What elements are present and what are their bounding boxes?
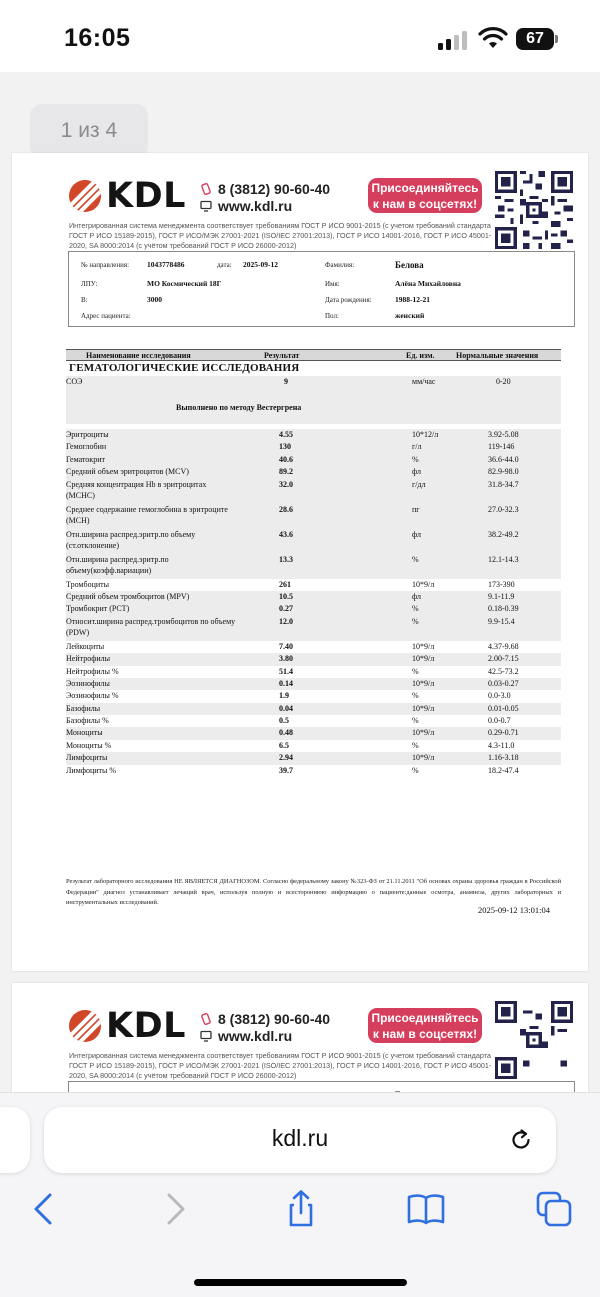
table-row [66,703,561,715]
name-label: Имя: [325,280,340,288]
promo-line-1: Присоединяйтесь [371,1011,479,1025]
result-value: 40.6 [279,454,293,464]
browser-bottom-bar [0,1092,600,1297]
result-norm: 42.5-73.2 [488,666,519,676]
result-value: 0.14 [279,678,293,688]
result-norm: 27.0-32.3 [488,504,519,514]
esr-unit: мм/час [412,377,436,386]
cellular-signal-icon [438,30,468,50]
result-unit: % [412,604,419,614]
result-norm: 2.00-7.15 [488,654,519,664]
result-unit: г/дл [412,479,426,489]
result-value: 89.2 [279,467,293,477]
result-unit: % [412,765,419,775]
table-row [66,715,561,727]
result-name: Эритроциты [66,430,109,439]
order-number-label: № направления: [81,261,130,269]
lpu-label: ЛПУ: [81,280,98,288]
result-value: 6.5 [279,740,289,750]
patient-info-box [68,251,575,327]
table-row [66,504,561,529]
table-row [66,429,561,441]
report-timestamp: 2025-09-12 13:01:04 [478,905,551,915]
certification-text: Интегрированная система менеджмента соответствует требованиям ГОСТ Р ИСО 9001-2015 (с учетом требований стандарта ГОСТ Р ИСО 15189-2015), ГОСТ Р ИСО/МЭК 27001-2021 (ISO/IEC 27001:2013), ГОСТ Р ИСО 14001-2016, ГОСТ Р ИСО 45001-2020, SA 8000:2014 (с учётом требований ГОСТ Р ИСО 26000-2012) [69,1051,492,1080]
method-note-text: Выполнено по методу Вестергрена [176,403,302,412]
result-name: Лейкоциты [66,641,105,651]
surname-label: Фамилия: [325,261,355,269]
table-row [66,641,561,653]
result-norm: 0.29-0.71 [488,728,519,738]
result-value: 0.27 [279,604,293,614]
phone-row [200,181,330,198]
result-unit: % [412,554,419,564]
header-result: Результат [264,351,300,360]
result-name: Средний объем эритроцитов (MCV) [66,467,189,477]
brand-name: KDL [106,176,186,216]
tabs-icon[interactable] [534,1189,574,1229]
qr-code [495,171,573,249]
result-norm: 0.0-0.7 [488,716,511,726]
v-label: В: [81,296,88,304]
table-row [66,690,561,702]
table-row [66,554,561,579]
forward-icon[interactable] [155,1189,195,1229]
dob-label: Дата рождения: [325,296,372,304]
result-name: Эозинофилы [66,678,110,688]
phone-number[interactable]: 8 (3812) 90-60-40 [218,181,331,197]
phone-icon [200,1013,212,1025]
promo-line-2: к нам в соцсетях! [372,197,478,211]
result-unit: г/л [412,442,422,452]
esr-norm: 0-20 [496,377,511,386]
contacts [200,181,330,215]
result-value: 39.7 [279,765,293,775]
home-indicator[interactable] [194,1279,407,1286]
result-unit: 10*9/л [412,579,435,589]
status-time: 16:05 [64,24,131,52]
result-name: Нейтрофилы [66,654,111,664]
sex-label: Пол: [325,312,339,320]
battery-level: 67 [516,28,554,50]
website-row [200,1028,330,1045]
table-row [66,479,561,504]
social-promo-badge[interactable] [368,1008,482,1043]
table-row [66,740,561,752]
table-row [66,603,561,615]
header-norm: Нормальные значения [456,351,539,360]
result-value: 0.04 [279,703,293,713]
result-value: 4.55 [279,430,293,439]
website-link[interactable]: www.kdl.ru [218,198,293,214]
result-name: Тромбоциты [66,579,109,589]
result-norm: 36.6-44.0 [488,454,519,464]
result-name: Гемоглобин [66,442,107,452]
result-unit: % [412,666,419,676]
method-note [66,388,561,424]
table-row [66,727,561,739]
document-page-1 [12,153,588,971]
result-norm: 18.2-47.4 [488,765,519,775]
result-name: Отн.ширина распред.эритр.по объему(коэфф.вариации) [66,554,169,575]
esr-row [66,376,561,388]
promo-line-2: к нам в соцсетях! [372,1027,478,1041]
address-bar[interactable] [44,1107,556,1173]
result-value: 261 [279,579,291,589]
result-norm: 173-390 [488,579,515,589]
brand-name: KDL [106,1006,186,1046]
result-name: Средняя концентрация Hb в эритроцитах (MCHC) [66,479,207,500]
result-name: Средний объем тромбоцитов (MPV) [66,591,190,601]
patient-surname: Белова [395,260,424,270]
lpu-value: МО Космический 18Г [147,279,222,288]
header-name: Наименование исследования [86,351,191,360]
certification-text: Интегрированная система менеджмента соответствует требованиям ГОСТ Р ИСО 9001-2015 (с учетом требований стандарта ГОСТ Р ИСО 15189-2015), ГОСТ Р ИСО/МЭК 27001-2021 (ISO/IEC 27001:2013), ГОСТ Р ИСО 14001-2016, ГОСТ Р ИСО 45001-2020, SA 8000:2014 (с учётом требований ГОСТ Р ИСО 26000-2012) [69,221,492,250]
social-promo-badge[interactable] [368,178,482,213]
result-value: 2.94 [279,753,293,763]
result-name: Базофилы % [66,716,109,726]
result-norm: 0.0-3.0 [488,691,511,701]
kdl-logo-mark [69,1010,101,1042]
share-icon[interactable] [281,1189,321,1229]
monitor-icon [200,200,212,212]
result-value: 43.6 [279,529,293,539]
result-value: 1.9 [279,691,289,701]
order-number: 1043778486 [147,260,185,269]
disclaimer: Результат лабораторного исследования НЕ ЯВЛЯЕТСЯ ДИАГНОЗОМ. Согласно федеральному закону №323-ФЗ от 21.11.2011 "Об основах охраны здоровья граждан в Российской Федерации" диагноз устанавливает лечащий врач, используя полную и всестороннюю информацию о пациенте:данные осмотра, анамнеза, других лабораторных и инструментальных исследований. [66,878,561,906]
result-norm: 31.8-34.7 [488,479,519,489]
result-name: Отн.ширина распред.эритр.по объему (ст.отклонение) [66,529,196,550]
result-unit: 10*9/л [412,641,435,651]
result-norm: 119-146 [488,442,515,452]
battery-icon [516,28,558,50]
table-row [66,591,561,603]
result-unit: % [412,716,419,726]
result-name: Моноциты [66,728,103,738]
result-value: 0.5 [279,716,289,726]
result-value: 0.48 [279,728,293,738]
kdl-logo [69,1006,186,1046]
result-norm: 9.9-15.4 [488,616,515,626]
contacts [200,1011,330,1045]
patient-dob: 1988-12-21 [395,295,430,304]
date-label: дата: [217,261,232,269]
result-unit: фл [412,529,421,539]
result-name: Среднее содержание гемоглобина в эритроците (MCH) [66,504,228,525]
website-link[interactable]: www.kdl.ru [218,1028,293,1044]
wifi-icon [478,26,508,50]
monitor-icon [200,1030,212,1042]
result-unit: 10*12/л [412,430,439,439]
order-date: 2025-09-12 [243,260,278,269]
table-row [66,616,561,641]
qr-code [495,1001,573,1079]
result-name: Гематокрит [66,454,105,464]
website-row [200,198,330,215]
result-unit: % [412,616,419,626]
result-norm: 4.3-11.0 [488,740,515,750]
table-row [66,678,561,690]
address-text[interactable]: kdl.ru [271,1125,329,1151]
result-unit: % [412,691,419,701]
result-name: Эозинофилы % [66,691,119,701]
results-table [66,349,561,777]
result-norm: 0.01-0.05 [488,703,519,713]
result-norm: 12.1-14.3 [488,554,519,564]
result-unit: 10*9/л [412,753,435,763]
result-unit: % [412,740,419,750]
result-value: 51.4 [279,666,293,676]
back-icon[interactable] [24,1189,64,1229]
result-unit: пг [412,504,420,514]
result-value: 130 [279,442,291,452]
esr-result: 9 [284,377,288,386]
table-row [66,579,561,591]
table-row [66,466,561,478]
result-norm: 4.37-9.68 [488,641,519,651]
reload-icon[interactable] [508,1127,534,1153]
table-row [66,454,561,466]
result-name: Моноциты % [66,740,112,750]
kdl-logo [69,176,186,216]
result-norm: 38.2-49.2 [488,529,519,539]
table-row [66,765,561,777]
address-label: Адрес пациента: [81,312,131,320]
result-unit: 10*9/л [412,678,435,688]
table-row [66,441,561,453]
result-name: Относит.ширина распред.тромбоцитов по объему (PDW) [66,616,236,637]
table-row [66,666,561,678]
result-unit: фл [412,467,421,477]
browser-toolbar [0,1189,600,1239]
result-name: Нейтрофилы % [66,666,119,676]
result-value: 3.80 [279,654,293,664]
result-norm: 0.03-0.27 [488,678,519,688]
result-name: Лимфоциты [66,753,108,763]
result-value: 7.40 [279,641,293,651]
result-norm: 3.92-5.08 [488,430,519,439]
result-value: 32.0 [279,479,293,489]
kdl-logo-mark [69,180,101,212]
table-row [66,752,561,764]
header-unit: Ед. изм. [406,351,435,360]
table-header [66,349,561,361]
result-unit: 10*9/л [412,654,435,664]
table-row [66,653,561,665]
phone-icon [200,183,212,195]
phone-number[interactable]: 8 (3812) 90-60-40 [218,1011,331,1027]
promo-line-1: Присоединяйтесь [371,181,479,195]
section-title: ГЕМАТОЛОГИЧЕСКИЕ ИССЛЕДОВАНИЯ [69,362,300,374]
v-value: 3000 [147,295,162,304]
page-counter: 1 из 4 [30,104,148,158]
result-norm: 1.16-3.18 [488,753,519,763]
result-value: 12.0 [279,616,293,626]
esr-name: СОЭ [66,377,83,386]
table-row [66,529,561,554]
result-unit: % [412,454,419,464]
result-unit: 10*9/л [412,728,435,738]
previous-tab-preview[interactable] [0,1107,30,1173]
result-unit: фл [412,591,421,601]
result-value: 10.5 [279,591,293,601]
result-norm: 9.1-11.9 [488,591,515,601]
result-unit: 10*9/л [412,703,435,713]
status-bar [0,0,600,72]
table-body [66,429,561,777]
bookmarks-icon[interactable] [406,1189,446,1229]
result-norm: 82.9-98.0 [488,467,519,477]
result-value: 28.6 [279,504,293,514]
result-name: Базофилы [66,703,101,713]
patient-sex: женский [395,311,425,320]
result-name: Лимфоциты % [66,765,117,775]
result-name: Тромбокрит (PCT) [66,604,130,614]
phone-row [200,1011,330,1028]
patient-name: Алёна Михайловна [395,279,461,288]
result-norm: 0.18-0.39 [488,604,519,614]
result-value: 13.3 [279,554,293,564]
